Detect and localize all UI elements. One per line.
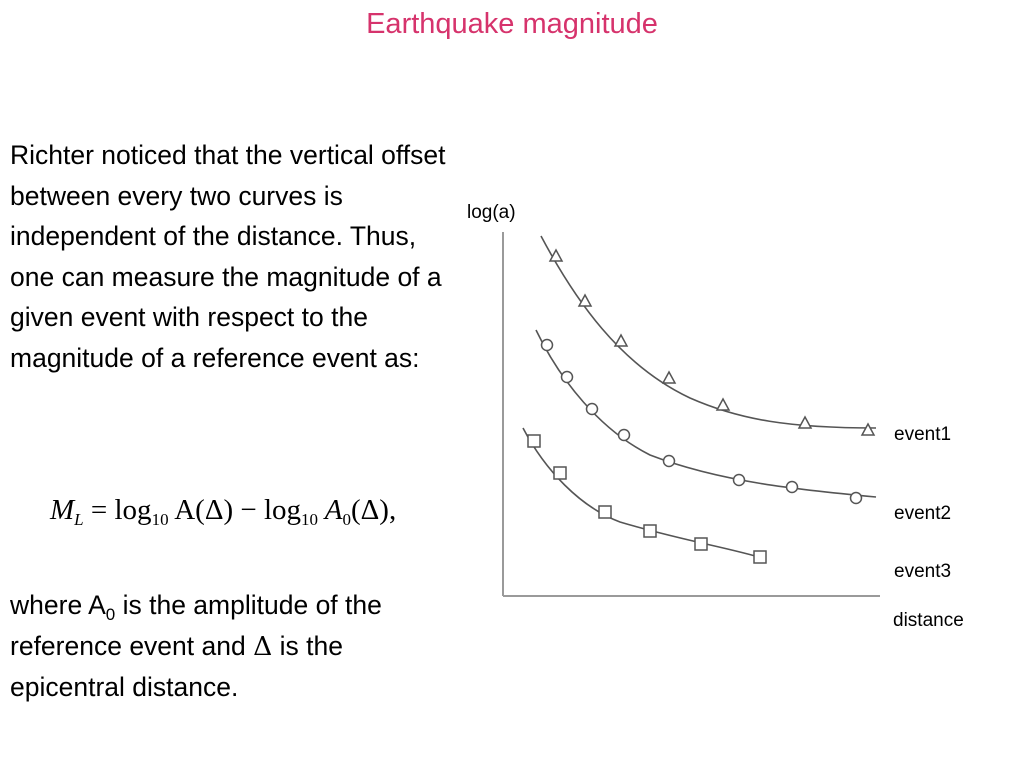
event2-circle-marker-4 <box>619 430 630 441</box>
event3-square-marker-5 <box>695 538 707 550</box>
where-part-1: where A <box>10 590 106 620</box>
event2-curve <box>536 330 876 497</box>
event3-square-marker-3 <box>599 506 611 518</box>
legend-event1: event1 <box>894 424 952 445</box>
formula-term-1: A(Δ) − log <box>168 494 302 526</box>
formula-m-subscript: L <box>74 510 84 529</box>
legend-event3: event3 <box>894 561 952 582</box>
where-part-2: is the amplitude of the reference event and <box>10 590 382 661</box>
formula-log-base-1: 10 <box>151 510 169 529</box>
where-delta-symbol: Δ <box>253 630 273 662</box>
formula-a: A <box>318 494 343 526</box>
intro-paragraph: Richter noticed that the vertical offset between every two curves is independent of the distance. Thus, one can measure the magnitude of a given event with respect to the magnitude of a reference event as: <box>10 140 446 373</box>
event1-triangle-marker-3 <box>615 335 627 346</box>
event2-circle-marker-7 <box>787 482 798 493</box>
event2-circle-marker-2 <box>562 372 573 383</box>
formula-m: M <box>50 494 75 526</box>
where-part-3: is the epicentral distance. <box>10 630 343 702</box>
event3-curve <box>523 428 762 558</box>
event3-square-marker-4 <box>644 525 656 537</box>
event1-triangle-marker-4 <box>663 372 675 383</box>
event1-triangle-marker-6 <box>799 417 811 428</box>
event1-triangle-marker-7 <box>862 424 874 435</box>
y-axis-label: log(a) <box>467 202 516 223</box>
event3-square-marker-6 <box>754 551 766 563</box>
x-axis-label: distance <box>893 610 964 631</box>
legend-event2: event2 <box>894 503 952 524</box>
formula-eq-log: = log <box>83 494 152 526</box>
formula-log-base-2: 10 <box>301 510 319 529</box>
event1-triangle-marker-5 <box>717 399 729 410</box>
formula-a-subscript: 0 <box>342 510 351 529</box>
curves-group <box>523 236 876 563</box>
event2-circle-marker-1 <box>542 340 553 351</box>
where-subscript: 0 <box>105 605 116 624</box>
event3-square-marker-2 <box>554 467 566 479</box>
event2-circle-marker-8 <box>851 493 862 504</box>
formula-term-2: (Δ), <box>350 494 397 526</box>
event2-circle-marker-3 <box>587 404 598 415</box>
event2-circle-marker-6 <box>734 475 745 486</box>
slide-title: Earthquake magnitude <box>366 8 658 40</box>
event3-square-marker-1 <box>528 435 540 447</box>
event2-circle-marker-5 <box>664 456 675 467</box>
event1-curve <box>541 236 876 428</box>
